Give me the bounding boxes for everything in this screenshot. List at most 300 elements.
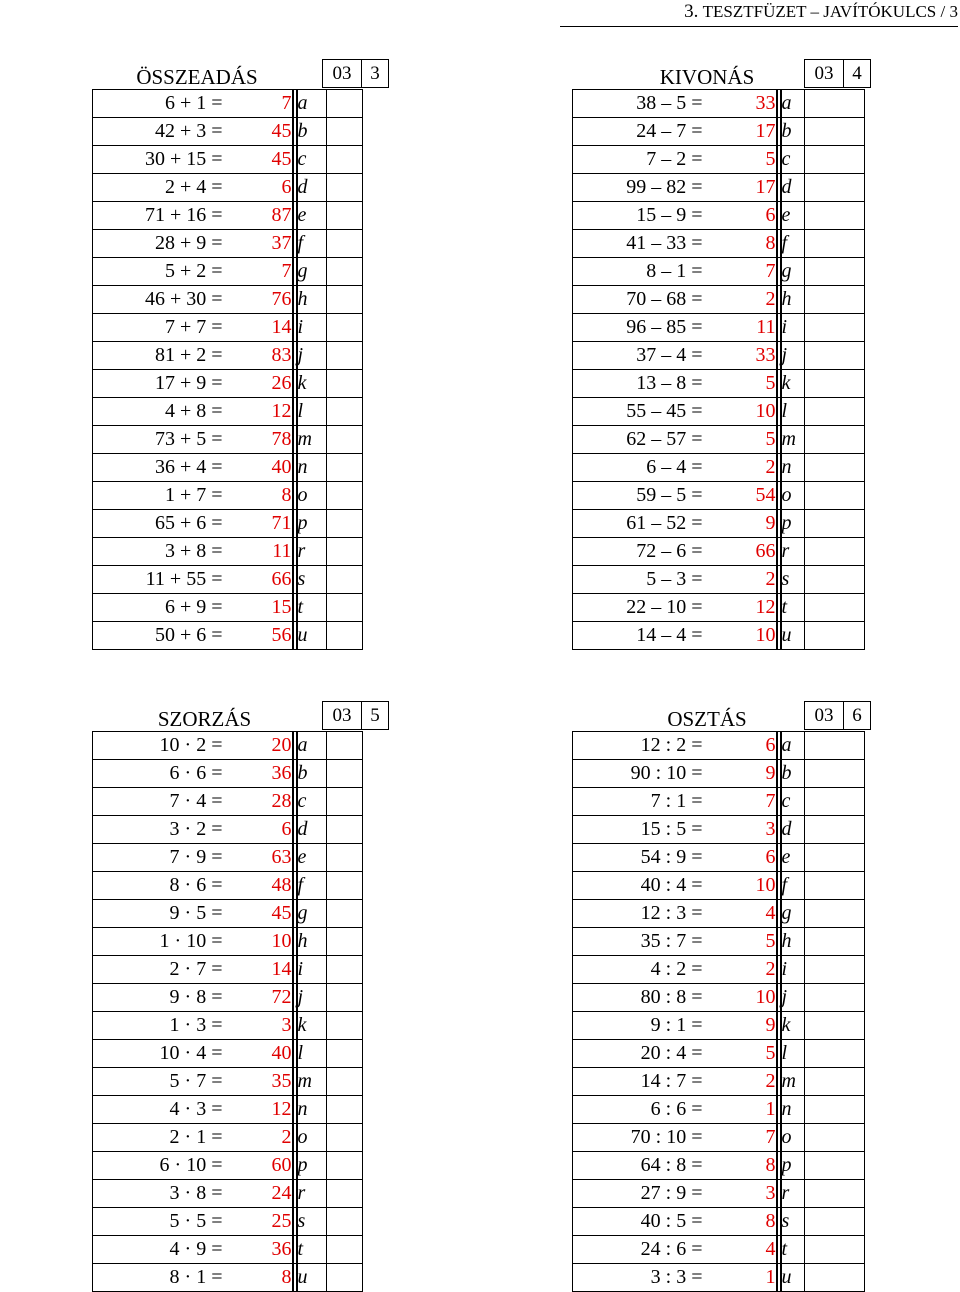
blank-cell (805, 1068, 865, 1096)
letter-cell: d (781, 174, 805, 202)
letter-cell: o (781, 1124, 805, 1152)
expression-cell: 22 – 10 = (573, 594, 703, 622)
table-row (93, 594, 363, 622)
answer-cell: 20 (223, 732, 293, 760)
letter-cell: b (297, 118, 327, 146)
answer-cell: 45 (223, 118, 293, 146)
blank-cell (327, 482, 363, 510)
expression-cell: 62 – 57 = (573, 426, 703, 454)
section-code (322, 701, 389, 730)
answer-cell: 87 (223, 202, 293, 230)
letter-cell: d (297, 816, 327, 844)
expression-cell: 3 : 3 = (573, 1264, 703, 1292)
table-row (93, 370, 363, 398)
letter-cell: t (781, 594, 805, 622)
blank-cell (805, 1264, 865, 1292)
letter-cell: b (781, 118, 805, 146)
header-number: 3. (684, 1, 699, 22)
table-row (93, 454, 363, 482)
table-row (573, 1152, 865, 1180)
table-row (93, 1264, 363, 1292)
answer-cell: 5 (703, 426, 777, 454)
letter-cell: i (781, 956, 805, 984)
blank-cell (327, 732, 363, 760)
code-part-b: 6 (852, 705, 862, 726)
expression-cell: 38 – 5 = (573, 90, 703, 118)
letter-cell: u (781, 622, 805, 650)
blank-cell (327, 202, 363, 230)
letter-cell: m (781, 1068, 805, 1096)
letter-cell: r (297, 1180, 327, 1208)
expression-cell: 64 : 8 = (573, 1152, 703, 1180)
answer-cell: 14 (223, 956, 293, 984)
table-row (93, 1152, 363, 1180)
answer-cell: 6 (703, 732, 777, 760)
letter-cell: c (297, 146, 327, 174)
answer-cell: 7 (223, 90, 293, 118)
blank-cell (805, 1208, 865, 1236)
blank-cell (805, 258, 865, 286)
blank-cell (327, 230, 363, 258)
expression-cell: 37 – 4 = (573, 342, 703, 370)
letter-cell: n (297, 1096, 327, 1124)
expression-cell: 3 + 8 = (93, 538, 223, 566)
expression-cell: 2 + 4 = (93, 174, 223, 202)
table-row (573, 594, 865, 622)
blank-cell (805, 202, 865, 230)
answer-cell: 12 (703, 594, 777, 622)
expression-cell: 59 – 5 = (573, 482, 703, 510)
code-part-a: 03 (805, 60, 844, 87)
table-row (573, 760, 865, 788)
table-row (93, 146, 363, 174)
expression-cell: 7 : 1 = (573, 788, 703, 816)
table-row (93, 286, 363, 314)
blank-cell (327, 1236, 363, 1264)
blank-cell (327, 1180, 363, 1208)
letter-cell: a (297, 732, 327, 760)
letter-cell: e (781, 202, 805, 230)
expression-cell: 9 · 8 = (93, 984, 223, 1012)
table-row (573, 1124, 865, 1152)
letter-cell: j (297, 342, 327, 370)
answer-cell: 36 (223, 1236, 293, 1264)
expression-cell: 36 + 4 = (93, 454, 223, 482)
table-row (573, 482, 865, 510)
expression-cell: 1 · 10 = (93, 928, 223, 956)
blank-cell (805, 342, 865, 370)
expression-cell: 2 · 1 = (93, 1124, 223, 1152)
table-row (93, 566, 363, 594)
blank-cell (327, 788, 363, 816)
letter-cell: p (297, 510, 327, 538)
expression-cell: 4 · 3 = (93, 1096, 223, 1124)
expression-cell: 7 · 4 = (93, 788, 223, 816)
letter-cell: k (781, 1012, 805, 1040)
blank-cell (805, 426, 865, 454)
letter-cell: k (297, 370, 327, 398)
answer-cell: 6 (223, 816, 293, 844)
table-row (93, 258, 363, 286)
table-row (93, 1068, 363, 1096)
letter-cell: e (781, 844, 805, 872)
expression-cell: 71 + 16 = (93, 202, 223, 230)
blank-cell (327, 1012, 363, 1040)
answer-cell: 5 (703, 146, 777, 174)
answer-cell: 33 (703, 90, 777, 118)
blank-cell (805, 872, 865, 900)
letter-cell: a (297, 90, 327, 118)
table-row (573, 1068, 865, 1096)
answer-cell: 3 (223, 1012, 293, 1040)
letter-cell: f (781, 230, 805, 258)
code-part-a: 03 (323, 60, 362, 87)
blank-cell (805, 398, 865, 426)
expression-cell: 6 – 4 = (573, 454, 703, 482)
expression-cell: 9 · 5 = (93, 900, 223, 928)
blank-cell (327, 1040, 363, 1068)
section-title: KIVONÁS (659, 65, 755, 89)
section-code (804, 701, 871, 730)
table-row (573, 398, 865, 426)
blank-cell (327, 928, 363, 956)
table-row (93, 202, 363, 230)
table-row (93, 760, 363, 788)
expression-cell: 8 – 1 = (573, 258, 703, 286)
answer-cell: 10 (703, 872, 777, 900)
table-row (573, 928, 865, 956)
table-row (93, 1012, 363, 1040)
table-row (573, 1096, 865, 1124)
answer-cell: 10 (223, 928, 293, 956)
answer-cell: 3 (703, 1180, 777, 1208)
blank-cell (327, 566, 363, 594)
letter-cell: d (781, 816, 805, 844)
letter-cell: c (781, 146, 805, 174)
table-row (573, 1040, 865, 1068)
blank-cell (327, 1208, 363, 1236)
letter-cell: n (781, 454, 805, 482)
table-row (573, 118, 865, 146)
letter-cell: o (297, 482, 327, 510)
answer-cell: 12 (223, 1096, 293, 1124)
answer-cell: 33 (703, 342, 777, 370)
answer-cell: 8 (223, 482, 293, 510)
letter-cell: i (297, 314, 327, 342)
letter-cell: j (297, 984, 327, 1012)
blank-cell (327, 90, 363, 118)
letter-cell: n (297, 454, 327, 482)
table-row (573, 1180, 865, 1208)
answer-cell: 8 (703, 230, 777, 258)
header-page: / 3 (940, 2, 958, 21)
letter-cell: u (781, 1264, 805, 1292)
table-row (93, 900, 363, 928)
answer-cell: 56 (223, 622, 293, 650)
letter-cell: e (297, 202, 327, 230)
answer-cell: 5 (703, 370, 777, 398)
letter-cell: j (781, 342, 805, 370)
expression-cell: 7 – 2 = (573, 146, 703, 174)
table-row (573, 1264, 865, 1292)
table-row (93, 1040, 363, 1068)
expression-cell: 3 · 2 = (93, 816, 223, 844)
answer-cell: 7 (703, 788, 777, 816)
blank-cell (805, 454, 865, 482)
letter-cell: r (297, 538, 327, 566)
letter-cell: r (781, 1180, 805, 1208)
table-row (93, 1180, 363, 1208)
letter-cell: p (781, 1152, 805, 1180)
blank-cell (805, 230, 865, 258)
letter-cell: l (297, 1040, 327, 1068)
table-row (573, 984, 865, 1012)
blank-cell (327, 872, 363, 900)
table-row (573, 370, 865, 398)
letter-cell: t (297, 594, 327, 622)
expression-cell: 41 – 33 = (573, 230, 703, 258)
answer-cell: 40 (223, 454, 293, 482)
answer-cell: 11 (223, 538, 293, 566)
answer-table (572, 731, 865, 1292)
letter-cell: g (781, 900, 805, 928)
letter-cell: m (297, 426, 327, 454)
table-row (573, 816, 865, 844)
expression-cell: 17 + 9 = (93, 370, 223, 398)
answer-cell: 28 (223, 788, 293, 816)
answer-table (92, 89, 363, 650)
answer-cell: 76 (223, 286, 293, 314)
letter-cell: l (297, 398, 327, 426)
answer-cell: 5 (703, 928, 777, 956)
blank-cell (327, 118, 363, 146)
answer-cell: 78 (223, 426, 293, 454)
section-sub (572, 59, 865, 650)
blank-cell (805, 956, 865, 984)
table-row (93, 426, 363, 454)
answer-cell: 60 (223, 1152, 293, 1180)
code-part-a: 03 (805, 702, 844, 729)
expression-cell: 12 : 2 = (573, 732, 703, 760)
answer-cell: 2 (703, 566, 777, 594)
blank-cell (327, 1124, 363, 1152)
table-row (573, 342, 865, 370)
code-part-a: 03 (323, 702, 362, 729)
answer-cell: 10 (703, 622, 777, 650)
answer-cell: 4 (703, 1236, 777, 1264)
expression-cell: 14 – 4 = (573, 622, 703, 650)
answer-cell: 5 (703, 1040, 777, 1068)
expression-cell: 90 : 10 = (573, 760, 703, 788)
table-row (93, 984, 363, 1012)
answer-table (572, 89, 865, 650)
blank-cell (327, 900, 363, 928)
answer-cell: 12 (223, 398, 293, 426)
letter-cell: k (781, 370, 805, 398)
expression-cell: 70 : 10 = (573, 1124, 703, 1152)
blank-cell (805, 900, 865, 928)
blank-cell (327, 760, 363, 788)
table-row (573, 956, 865, 984)
blank-cell (805, 482, 865, 510)
expression-cell: 15 – 9 = (573, 202, 703, 230)
table-row (573, 258, 865, 286)
table-row (93, 928, 363, 956)
section-div (572, 701, 865, 1292)
table-row (573, 788, 865, 816)
blank-cell (805, 1152, 865, 1180)
section-mul (92, 701, 380, 1292)
answer-cell: 9 (703, 1012, 777, 1040)
blank-cell (805, 1096, 865, 1124)
blank-cell (327, 984, 363, 1012)
blank-cell (805, 760, 865, 788)
expression-cell: 1 · 3 = (93, 1012, 223, 1040)
table-row (573, 174, 865, 202)
section-title: OSZTÁS (667, 707, 747, 731)
letter-cell: f (297, 230, 327, 258)
table-row (93, 90, 363, 118)
answer-cell: 9 (703, 760, 777, 788)
table-row (93, 482, 363, 510)
table-row (573, 230, 865, 258)
table-row (93, 1236, 363, 1264)
expression-cell: 40 : 5 = (573, 1208, 703, 1236)
blank-cell (805, 928, 865, 956)
answer-cell: 17 (703, 118, 777, 146)
expression-cell: 6 · 6 = (93, 760, 223, 788)
letter-cell: t (297, 1236, 327, 1264)
table-row (93, 538, 363, 566)
answer-cell: 40 (223, 1040, 293, 1068)
letter-cell: j (781, 984, 805, 1012)
expression-cell: 5 · 5 = (93, 1208, 223, 1236)
expression-cell: 5 – 3 = (573, 566, 703, 594)
expression-cell: 6 + 9 = (93, 594, 223, 622)
expression-cell: 7 · 9 = (93, 844, 223, 872)
letter-cell: l (781, 398, 805, 426)
letter-cell: b (781, 760, 805, 788)
letter-cell: i (297, 956, 327, 984)
answer-cell: 1 (703, 1264, 777, 1292)
table-row (93, 872, 363, 900)
letter-cell: l (781, 1040, 805, 1068)
expression-cell: 5 · 7 = (93, 1068, 223, 1096)
expression-cell: 65 + 6 = (93, 510, 223, 538)
code-part-b: 3 (370, 63, 380, 84)
answer-cell: 6 (703, 844, 777, 872)
answer-cell: 2 (703, 1068, 777, 1096)
blank-cell (327, 258, 363, 286)
expression-cell: 2 · 7 = (93, 956, 223, 984)
letter-cell: r (781, 538, 805, 566)
section-code (322, 59, 389, 88)
expression-cell: 80 : 8 = (573, 984, 703, 1012)
expression-cell: 35 : 7 = (573, 928, 703, 956)
section-code (804, 59, 871, 88)
table-row (573, 622, 865, 650)
answer-cell: 6 (223, 174, 293, 202)
blank-cell (805, 1040, 865, 1068)
expression-cell: 30 + 15 = (93, 146, 223, 174)
blank-cell (327, 622, 363, 650)
code-part-b: 5 (370, 705, 380, 726)
section-title: SZORZÁS (157, 707, 252, 731)
blank-cell (805, 1180, 865, 1208)
blank-cell (327, 956, 363, 984)
expression-cell: 4 + 8 = (93, 398, 223, 426)
expression-cell: 54 : 9 = (573, 844, 703, 872)
expression-cell: 5 + 2 = (93, 258, 223, 286)
expression-cell: 6 · 10 = (93, 1152, 223, 1180)
answer-cell: 10 (703, 398, 777, 426)
table-row (573, 454, 865, 482)
blank-cell (327, 844, 363, 872)
expression-cell: 8 · 6 = (93, 872, 223, 900)
answer-cell: 37 (223, 230, 293, 258)
answer-cell: 3 (703, 816, 777, 844)
expression-cell: 24 : 6 = (573, 1236, 703, 1264)
answer-cell: 66 (703, 538, 777, 566)
table-row (573, 426, 865, 454)
letter-cell: p (297, 1152, 327, 1180)
expression-cell: 6 + 1 = (93, 90, 223, 118)
expression-cell: 70 – 68 = (573, 286, 703, 314)
blank-cell (805, 314, 865, 342)
table-row (93, 622, 363, 650)
expression-cell: 72 – 6 = (573, 538, 703, 566)
answer-cell: 17 (703, 174, 777, 202)
answer-cell: 54 (703, 482, 777, 510)
blank-cell (327, 538, 363, 566)
blank-cell (805, 1012, 865, 1040)
table-row (93, 118, 363, 146)
answer-cell: 48 (223, 872, 293, 900)
answer-cell: 9 (703, 510, 777, 538)
table-row (93, 956, 363, 984)
answer-cell: 8 (223, 1264, 293, 1292)
blank-cell (805, 118, 865, 146)
blank-cell (805, 984, 865, 1012)
blank-cell (805, 90, 865, 118)
expression-cell: 10 · 4 = (93, 1040, 223, 1068)
answer-cell: 10 (703, 984, 777, 1012)
blank-cell (327, 314, 363, 342)
table-row (573, 1236, 865, 1264)
table-row (573, 732, 865, 760)
blank-cell (327, 342, 363, 370)
blank-cell (327, 146, 363, 174)
letter-cell: c (297, 788, 327, 816)
answer-cell: 2 (703, 956, 777, 984)
blank-cell (327, 426, 363, 454)
blank-cell (327, 1264, 363, 1292)
expression-cell: 20 : 4 = (573, 1040, 703, 1068)
blank-cell (805, 566, 865, 594)
table-row (573, 844, 865, 872)
blank-cell (805, 146, 865, 174)
table-row (573, 900, 865, 928)
letter-cell: c (781, 788, 805, 816)
expression-cell: 1 + 7 = (93, 482, 223, 510)
letter-cell: u (297, 1264, 327, 1292)
answer-cell: 66 (223, 566, 293, 594)
blank-cell (327, 1096, 363, 1124)
expression-cell: 24 – 7 = (573, 118, 703, 146)
answer-cell: 8 (703, 1152, 777, 1180)
blank-cell (805, 594, 865, 622)
expression-cell: 96 – 85 = (573, 314, 703, 342)
